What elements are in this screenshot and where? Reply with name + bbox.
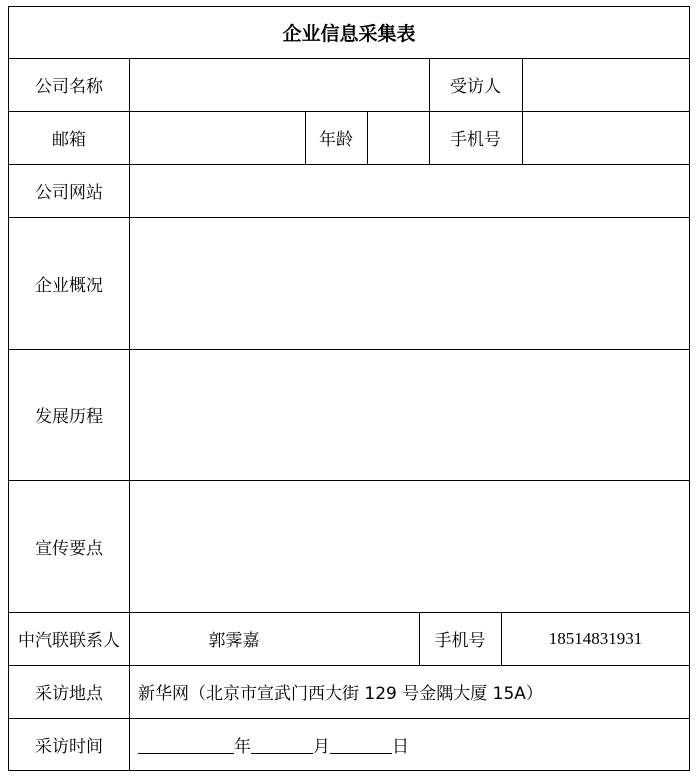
email-label: 邮箱 <box>52 130 86 150</box>
phone-field[interactable] <box>523 112 689 164</box>
company-name-label: 公司名称 <box>35 77 103 97</box>
company-name-field[interactable] <box>130 59 429 111</box>
website-label: 公司网站 <box>35 183 103 203</box>
age-label: 年龄 <box>319 130 353 150</box>
month-label: 月 <box>313 737 330 757</box>
location-value: 新华网（北京市宣武门西大街 129 号金隅大厦 15A） <box>138 684 543 704</box>
contact-phone-label: 手机号 <box>434 631 486 651</box>
interviewee-field[interactable] <box>523 59 689 111</box>
overview-field[interactable] <box>130 218 689 349</box>
enterprise-info-form <box>8 6 690 771</box>
year-label: 年 <box>234 737 251 757</box>
website-field[interactable] <box>130 165 689 217</box>
contact-phone: 18514831931 <box>548 628 643 648</box>
day-blank[interactable] <box>330 735 392 754</box>
age-field[interactable] <box>368 112 429 164</box>
month-blank[interactable] <box>251 735 313 754</box>
contact-label: 中汽联联系人 <box>18 631 120 651</box>
email-field[interactable] <box>130 112 305 164</box>
interviewee-label: 受访人 <box>450 77 501 97</box>
promo-label: 宣传要点 <box>35 538 103 559</box>
location-label: 采访地点 <box>35 684 103 704</box>
time-field-group <box>130 718 689 771</box>
history-field[interactable] <box>130 350 689 480</box>
day-label: 日 <box>392 737 409 757</box>
time-label: 采访时间 <box>35 737 103 757</box>
year-blank[interactable] <box>138 735 234 754</box>
history-label: 发展历程 <box>35 407 103 427</box>
form-title: 企业信息采集表 <box>282 23 416 45</box>
phone-label: 手机号 <box>450 130 501 150</box>
contact-name: 郭霁嘉 <box>208 631 260 651</box>
overview-label: 企业概况 <box>35 275 103 296</box>
promo-field[interactable] <box>130 481 689 612</box>
